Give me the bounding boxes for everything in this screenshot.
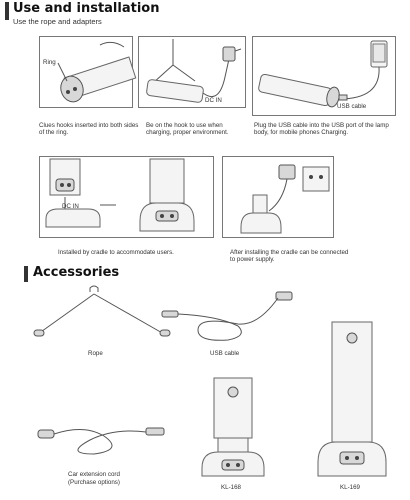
accessories-title: Accessories bbox=[33, 265, 120, 280]
kl168-illustration bbox=[196, 376, 272, 480]
car-cord-illustration bbox=[34, 410, 174, 460]
panel-power-caption: After installing the cradle can be connected to power supply. bbox=[230, 249, 349, 264]
accessory-kl169-label: KL-169 bbox=[340, 484, 360, 491]
power-illustration bbox=[223, 157, 335, 239]
accessory-car-cord-label: Car extension cord (Purchase options) bbox=[68, 471, 120, 486]
panel-usb bbox=[252, 36, 396, 116]
panel-hook bbox=[138, 36, 246, 108]
panel-cradle-caption: Installed by cradle to accommodate users. bbox=[58, 249, 174, 256]
dc-in-label: DC IN bbox=[205, 97, 222, 104]
accessory-kl168-label: KL-168 bbox=[221, 484, 241, 491]
panel-power bbox=[222, 156, 334, 238]
section-marker bbox=[5, 2, 9, 20]
usb-illustration bbox=[253, 37, 397, 117]
usb-cable-illustration bbox=[158, 286, 298, 346]
kl169-illustration bbox=[312, 318, 392, 480]
usb-cable-label: USB cable bbox=[337, 103, 367, 110]
accessory-usb-label: USB cable bbox=[210, 350, 240, 357]
panel-usb-caption: Plug the USB cable into the USB port of the lamp body, for mobile phones Charging. bbox=[254, 122, 389, 137]
hook-illustration bbox=[139, 37, 247, 109]
panel-hook-caption: Be on the hook to use when charging, proper environment. bbox=[146, 122, 229, 137]
section-marker bbox=[24, 266, 28, 282]
ring-illustration bbox=[40, 37, 134, 109]
ring-label: Ring bbox=[43, 59, 56, 66]
panel-cradle bbox=[39, 156, 214, 238]
cradle-dc-in-label: DC IN bbox=[62, 203, 79, 210]
accessory-rope-label: Rope bbox=[88, 350, 103, 357]
panel-ring bbox=[39, 36, 133, 108]
cradle-illustration bbox=[40, 157, 215, 239]
install-subtitle: Use the rope and adapters bbox=[13, 17, 102, 26]
panel-ring-caption: Clues hooks inserted into both sides of the ring. bbox=[39, 122, 139, 137]
install-title: Use and installation bbox=[13, 1, 160, 16]
